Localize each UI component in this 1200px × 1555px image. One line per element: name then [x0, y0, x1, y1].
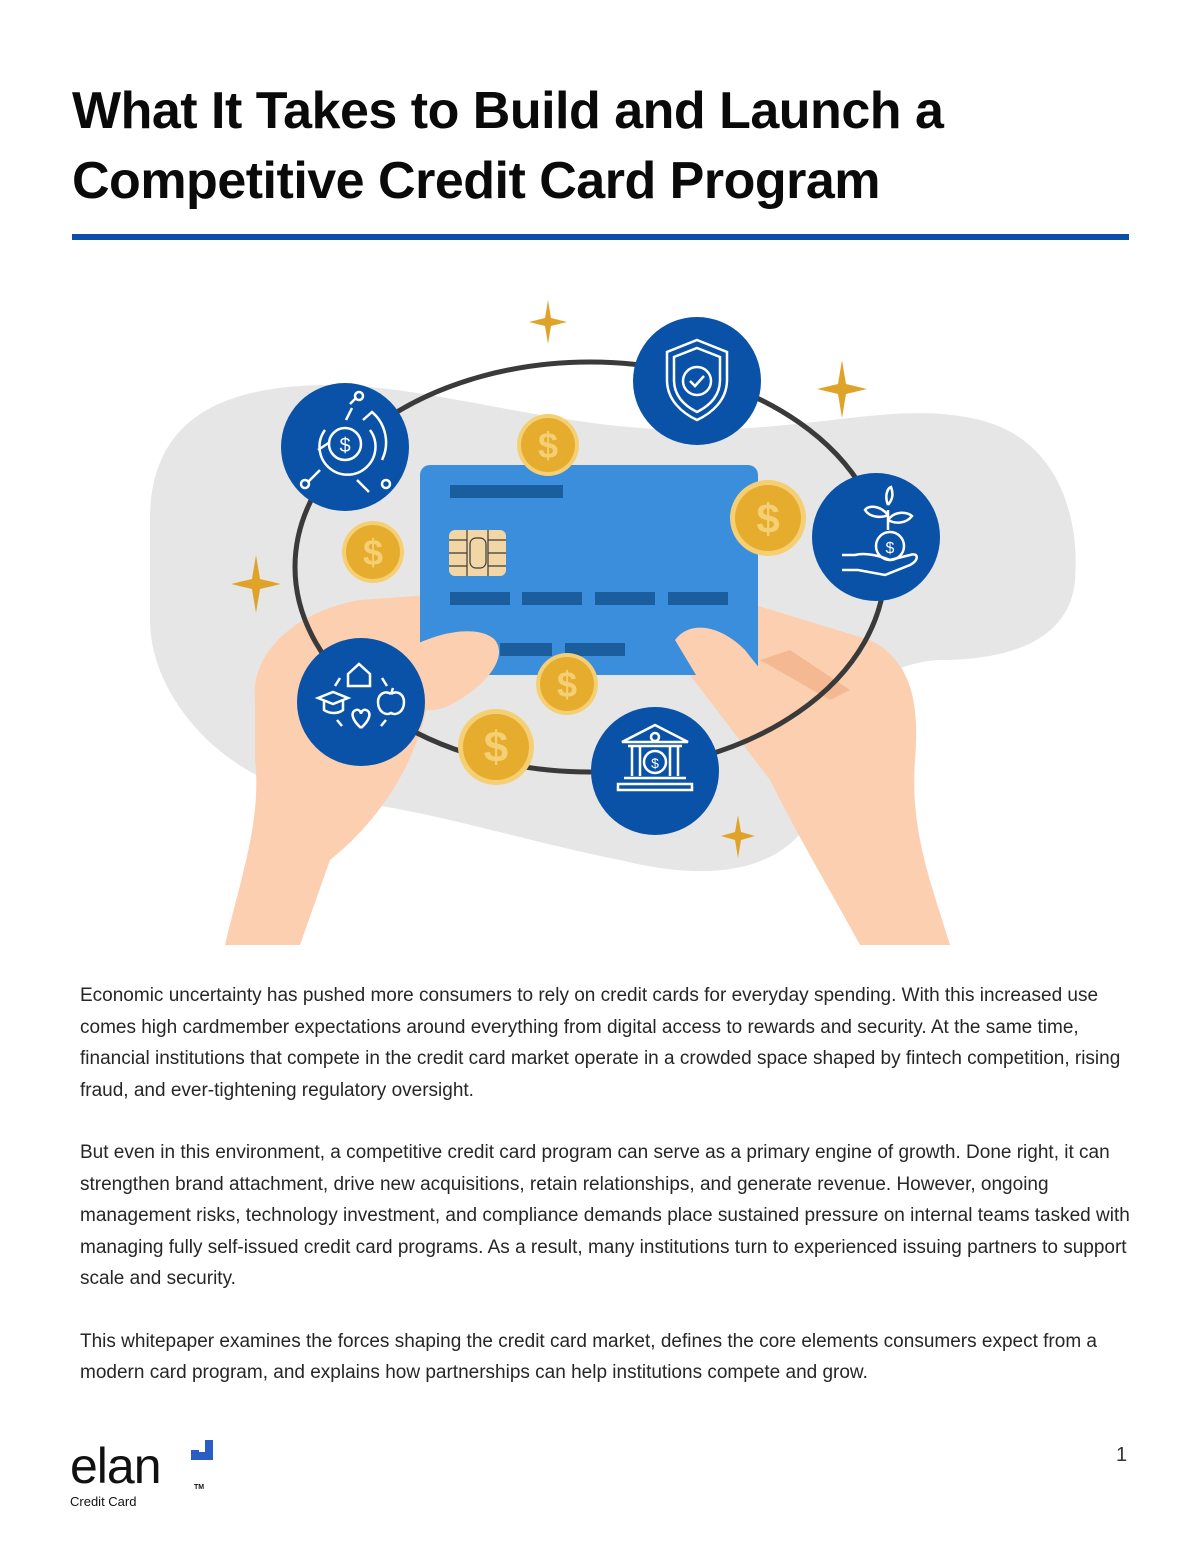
svg-text:$: $ [483, 723, 509, 772]
hand-plant-money-icon [812, 473, 940, 601]
title-line-2: Competitive Credit Card Program [72, 152, 880, 210]
logo-corner-mark-icon [191, 1440, 213, 1460]
svg-text:$: $ [556, 664, 578, 705]
sparkle-icon [817, 360, 867, 418]
page-number: 1 [1116, 1444, 1128, 1466]
svg-text:$: $ [885, 540, 895, 557]
logo-trademark: TM [194, 1484, 205, 1491]
logo-subtitle: Credit Card [70, 1494, 137, 1509]
dollar-coin [458, 709, 534, 785]
svg-text:$: $ [651, 755, 659, 771]
dollar-coin [536, 653, 598, 715]
page-title [72, 76, 1152, 216]
elan-logo [70, 1438, 230, 1512]
svg-text:$: $ [339, 435, 351, 457]
life-needs-icon [297, 638, 425, 766]
svg-text:$: $ [537, 425, 559, 466]
hero-illustration [0, 280, 1200, 945]
svg-text:$: $ [362, 532, 384, 573]
paragraph-2: But even in this environment, a competitive credit card program can serve as a primary engine of growth. Done right, it can strengthen brand attachment, drive new acquisitions, retain relationships, and generate revenue. However, ongoing management risks, technology investment, and compliance demands place sustained pressure on internal teams tasked with managing fully self-issued credit card programs. As a result, many institutions turn to experienced issuing partners to support scale and security. [80, 1142, 1130, 1289]
dollar-coin [342, 521, 404, 583]
paragraph-3: This whitepaper examines the forces shaping the credit card market, defines the core elements consumers expect from a modern card program, and explains how partnerships can help institutions compete and grow. [80, 1330, 1097, 1383]
paragraph-1: Economic uncertainty has pushed more consumers to rely on credit cards for everyday spending. With this increased use comes high cardmember expectations around everything from digital access to rewards and security. At the same time, financial institutions that compete in the credit card market operate in a crowded space shaped by fintech competition, rising fraud, and ever-tightening regulatory oversight. [80, 985, 1121, 1101]
intro-body [80, 980, 1140, 1420]
money-growth-chart-icon [281, 383, 409, 511]
title-line-1: What It Takes to Build and Launch a [72, 82, 944, 140]
title-divider [72, 234, 1129, 240]
logo-wordmark: elan [70, 1438, 161, 1494]
sparkle-icon [529, 300, 567, 344]
bank-dollar-icon [591, 707, 719, 835]
dollar-coin [730, 480, 806, 556]
svg-text:$: $ [756, 495, 780, 542]
shield-check-icon [633, 317, 761, 445]
dollar-coin [517, 414, 579, 476]
